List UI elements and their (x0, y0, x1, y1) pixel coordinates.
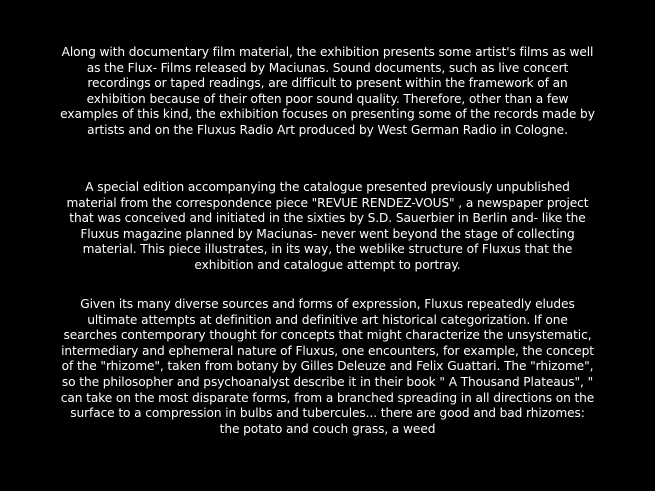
paragraph-rhizome: Given its many diverse sources and forms of expression, Fluxus repeatedly eludes ultimate attempts at definition and definitive art historical categorization. If one searches contemporary thought for concepts that might characterize the unsystematic, intermediary and ephemeral nature of Fluxus, one encounters, for example, the concept of the "rhizome", taken from botany by Gilles Deleuze and Felix Guattari. The "rhizome", so the philosopher and psychoanalyst describe it in their book " A Thousand Plateaus", " can take on the most disparate forms, from a branched spreading in all directions on the surface to a compression in bulbs and tubercules... there are good and bad rhizomes: the potato and couch grass, a weed (60, 297, 595, 436)
paragraph-film-and-sound: Along with documentary film material, the exhibition presents some artist's films as well as the Flux- Films released by Maciunas. Sound documents, such as live concert recordings or taped readings, are difficult to present within the framework of an exhibition because of their often poor sound quality. Therefore, other than a few examples of this kind, the exhibition focuses on presenting some of the records made by artists and on the Fluxus Radio Art produced by West German Radio in Cologne. (60, 45, 595, 137)
paragraph-special-edition: A special edition accompanying the catalogue presented previously unpublished material from the correspondence piece "REVUE RENDEZ-VOUS" , a newspaper project that was conceived and initiated in the sixties by S.D. Sauerbier in Berlin and- like the Fluxus magazine planned by Maciunas- never went beyond the stage of collecting material. This piece illustrates, in its way, the weblike structure of Fluxus that the exhibition and catalogue attempt to portray. (66, 180, 589, 272)
